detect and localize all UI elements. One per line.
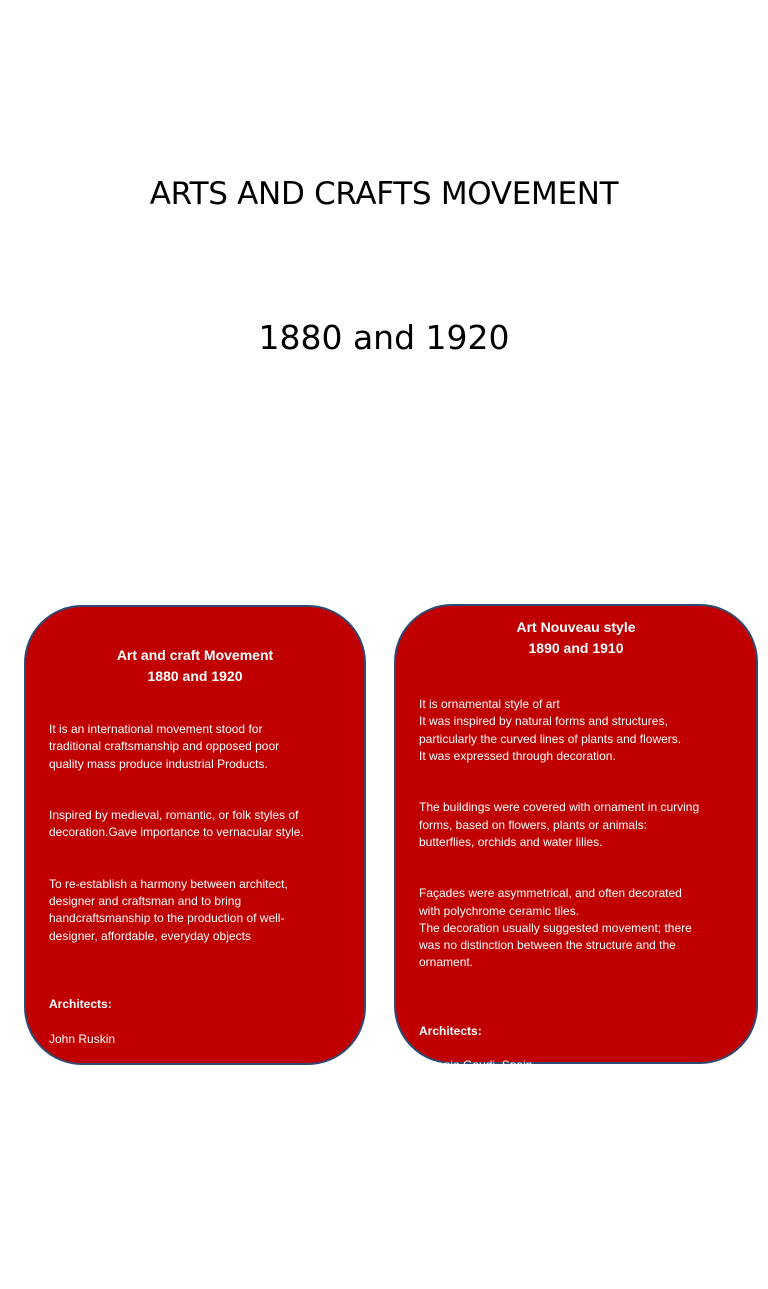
card-heading-title: Art Nouveau style (516, 619, 636, 635)
card-heading (396, 617, 756, 659)
architects-label: Architects: (419, 1024, 482, 1039)
card-paragraph: Façades were asymmetrical, and often decorated with polychrome ceramic tiles. The decoration usually suggested movement; there was no distinction between the structure and the ornament. (419, 886, 692, 970)
card-body (49, 704, 349, 1289)
architect-name: Charles Rennie Mackintosh, United Kingdom (419, 1092, 658, 1107)
architect-name: Victor Horta, Belgian Architect (419, 1127, 579, 1142)
art-nouveau-card (394, 604, 758, 1176)
card-paragraph: To re-establish a harmony between architect, designer and craftsman and to bring handcraftsmanship to the production of well- designer, affordable, everyday objects (49, 877, 288, 943)
card-heading-dates: 1880 and 1920 (147, 668, 243, 684)
architect-name: Otto Wagner , Austrian Architect (419, 1161, 590, 1176)
card-paragraph: It is an international movement stood for traditional craftsmanship and opposed poor quality mass produce industrial Products. (49, 722, 280, 771)
card-heading-title: Art and craft Movement (116, 647, 274, 663)
slide-subtitle: 1880 and 1920 (258, 318, 510, 357)
card-body (419, 679, 749, 1229)
arts-and-crafts-card (24, 605, 366, 1236)
architect-name: William Morris (49, 1066, 125, 1081)
slide-title: ARTS AND CRAFTS MOVEMENT (149, 176, 619, 212)
card-paragraph: The buildings were covered with ornament in curving forms, based on flowers, plants or animals: butterflies, orchids and water lilies. (419, 800, 700, 849)
example-text: Red House, in Bexleyheath London (49, 1221, 238, 1236)
architect-name: Philip Webb (49, 1100, 113, 1115)
card-paragraph: It is ornamental style of art It was inspired by natural forms and structures, particularly the curved lines of plants and flowers. It was expressed through decoration. (419, 697, 682, 763)
card-paragraph: Inspired by medieval, romantic, or folk styles of decoration.Gave importance to vernacular style. (49, 808, 304, 840)
example-label: Example: (49, 1186, 103, 1201)
architects-list (49, 979, 349, 1134)
architects-list (419, 1006, 749, 1195)
architect-name: John Ruskin (49, 1031, 116, 1046)
card-heading (26, 645, 364, 687)
architect-name: Antonio Gaudi, Spain (419, 1058, 533, 1073)
architects-label: Architects: (49, 997, 112, 1012)
card-heading-dates: 1890 and 1910 (528, 640, 624, 656)
example-block (49, 1168, 349, 1254)
